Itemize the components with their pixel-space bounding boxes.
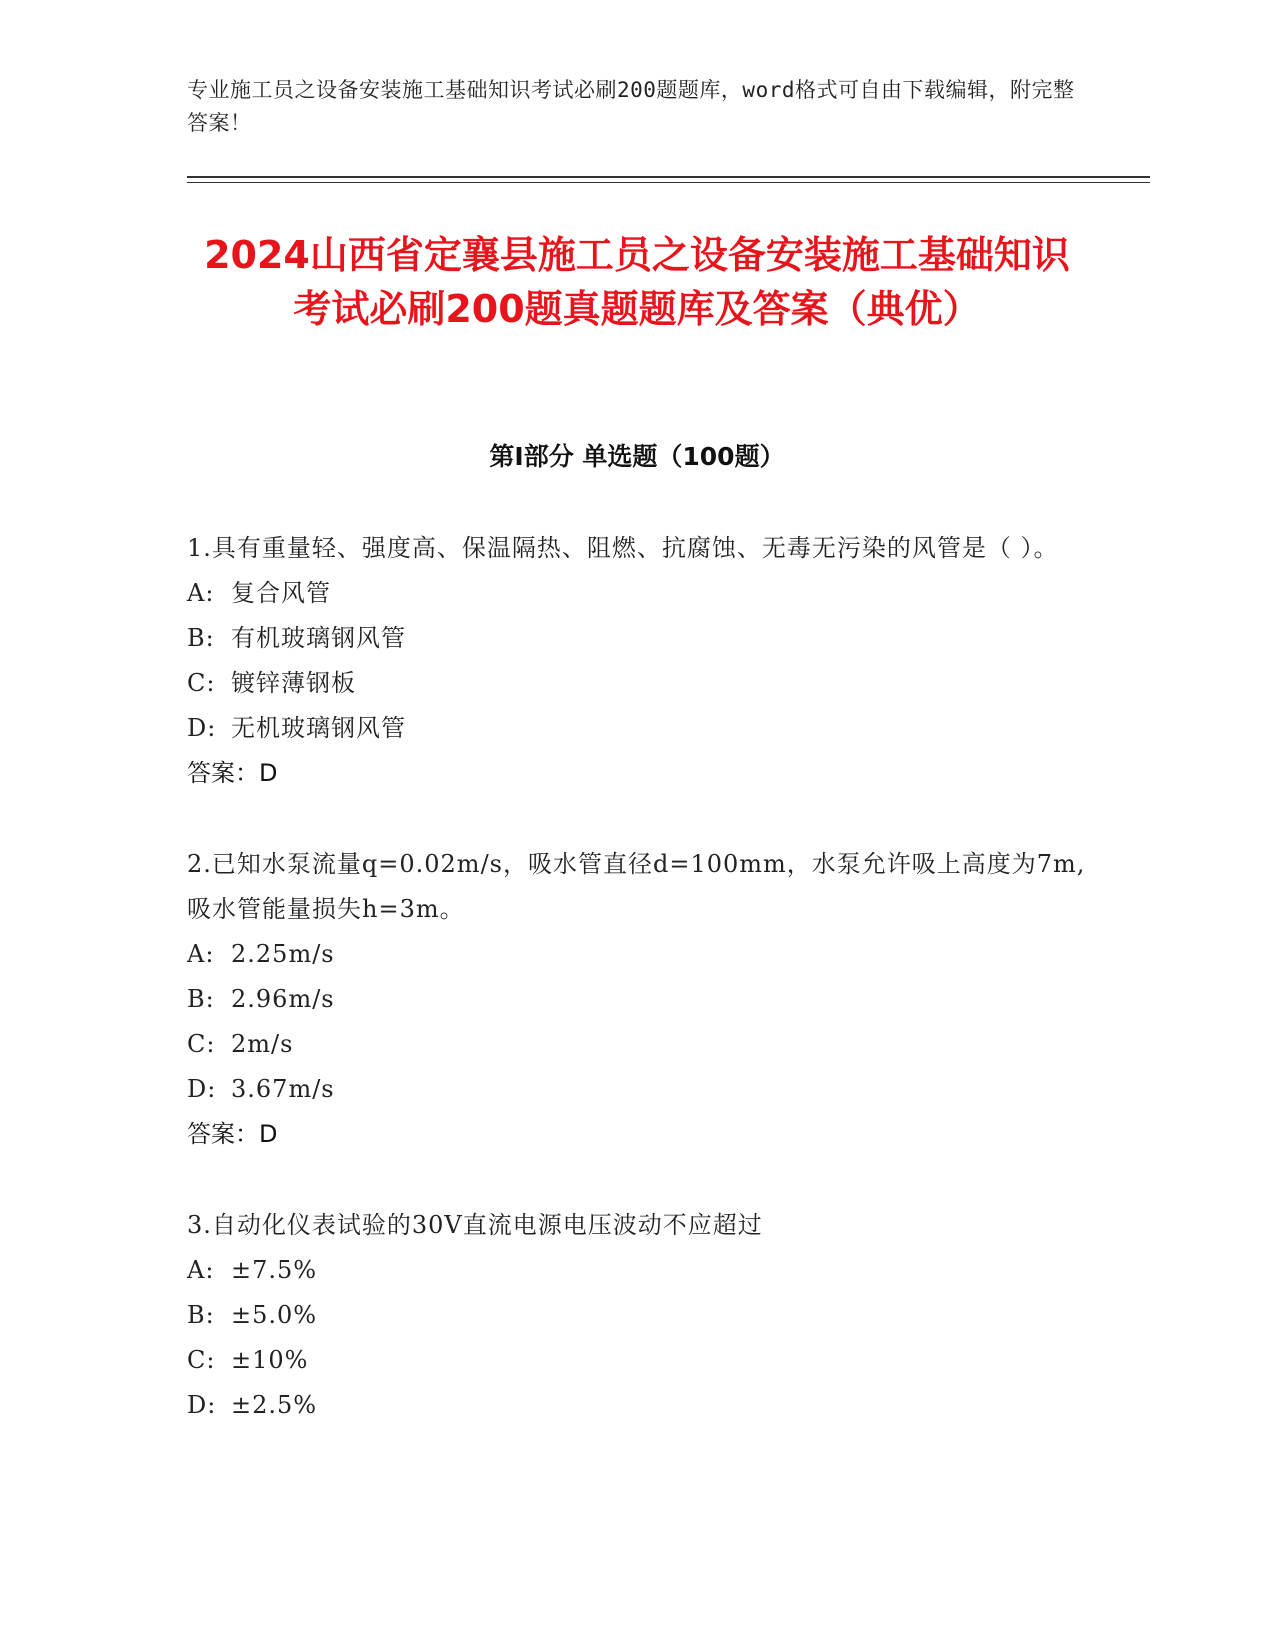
answer-label: 答案： (187, 1120, 259, 1148)
answer-line (187, 751, 1087, 796)
option-text: 镀锌薄钢板 (231, 669, 356, 697)
option-b (187, 1293, 1087, 1338)
option-text: ±5.0% (231, 1301, 318, 1329)
option-a (187, 1248, 1087, 1293)
option-c (187, 1022, 1087, 1067)
option-letter: B: (187, 1301, 215, 1329)
option-letter: B: (187, 624, 215, 652)
option-letter: D: (187, 1391, 217, 1419)
option-text: 2.25m/s (231, 940, 335, 968)
option-letter: C: (187, 1346, 216, 1374)
question-stem: 2.已知水泵流量q=0.02m/s，吸水管直径d=100mm，水泵允许吸上高度为7m,吸水管能量损失h=3m。 (187, 850, 1086, 923)
option-text: ±10% (231, 1346, 309, 1374)
option-letter: D: (187, 714, 217, 742)
document-title: 2024山西省定襄县施工员之设备安装施工基础知识考试必刷200题真题题库及答案（典优） (204, 233, 1070, 331)
option-letter: B: (187, 985, 215, 1013)
header-rule-thick (187, 176, 1150, 178)
answer-value: D (259, 759, 278, 787)
header-note: 专业施工员之设备安装施工基础知识考试必刷200题题库，word格式可自由下载编辑，附完整答案！ (187, 78, 1075, 135)
option-text: ±2.5% (231, 1391, 318, 1419)
option-letter: A: (187, 579, 215, 607)
question-stem: 3.自动化仪表试验的30V直流电源电压波动不应超过 (187, 1211, 763, 1239)
question-3 (187, 1203, 1087, 1428)
question-2 (187, 842, 1087, 1157)
option-text: 2.96m/s (231, 985, 335, 1013)
option-d (187, 1067, 1087, 1112)
answer-label: 答案： (187, 759, 259, 787)
option-d (187, 706, 1087, 751)
answer-line (187, 1112, 1087, 1157)
option-c (187, 1338, 1087, 1383)
option-text: ±7.5% (231, 1256, 318, 1284)
option-letter: A: (187, 940, 215, 968)
option-text: 无机玻璃钢风管 (231, 714, 406, 742)
option-d (187, 1383, 1087, 1428)
answer-value: D (259, 1120, 278, 1148)
question-1 (187, 526, 1087, 796)
option-text: 有机玻璃钢风管 (231, 624, 406, 652)
option-b (187, 616, 1087, 661)
option-letter: A: (187, 1256, 215, 1284)
option-b (187, 977, 1087, 1022)
option-a (187, 571, 1087, 616)
question-list (187, 526, 1087, 1474)
option-a (187, 932, 1087, 977)
option-letter: C: (187, 1030, 216, 1058)
question-stem: 1.具有重量轻、强度高、保温隔热、阻燃、抗腐蚀、无毒无污染的风管是（ ）。 (187, 534, 1059, 562)
option-text: 2m/s (231, 1030, 294, 1058)
option-letter: C: (187, 669, 216, 697)
section-title: 第I部分 单选题（100题） (489, 442, 785, 471)
option-text: 复合风管 (231, 579, 331, 607)
option-letter: D: (187, 1075, 217, 1103)
header-rule-thin (187, 182, 1150, 183)
option-c (187, 661, 1087, 706)
option-text: 3.67m/s (231, 1075, 335, 1103)
